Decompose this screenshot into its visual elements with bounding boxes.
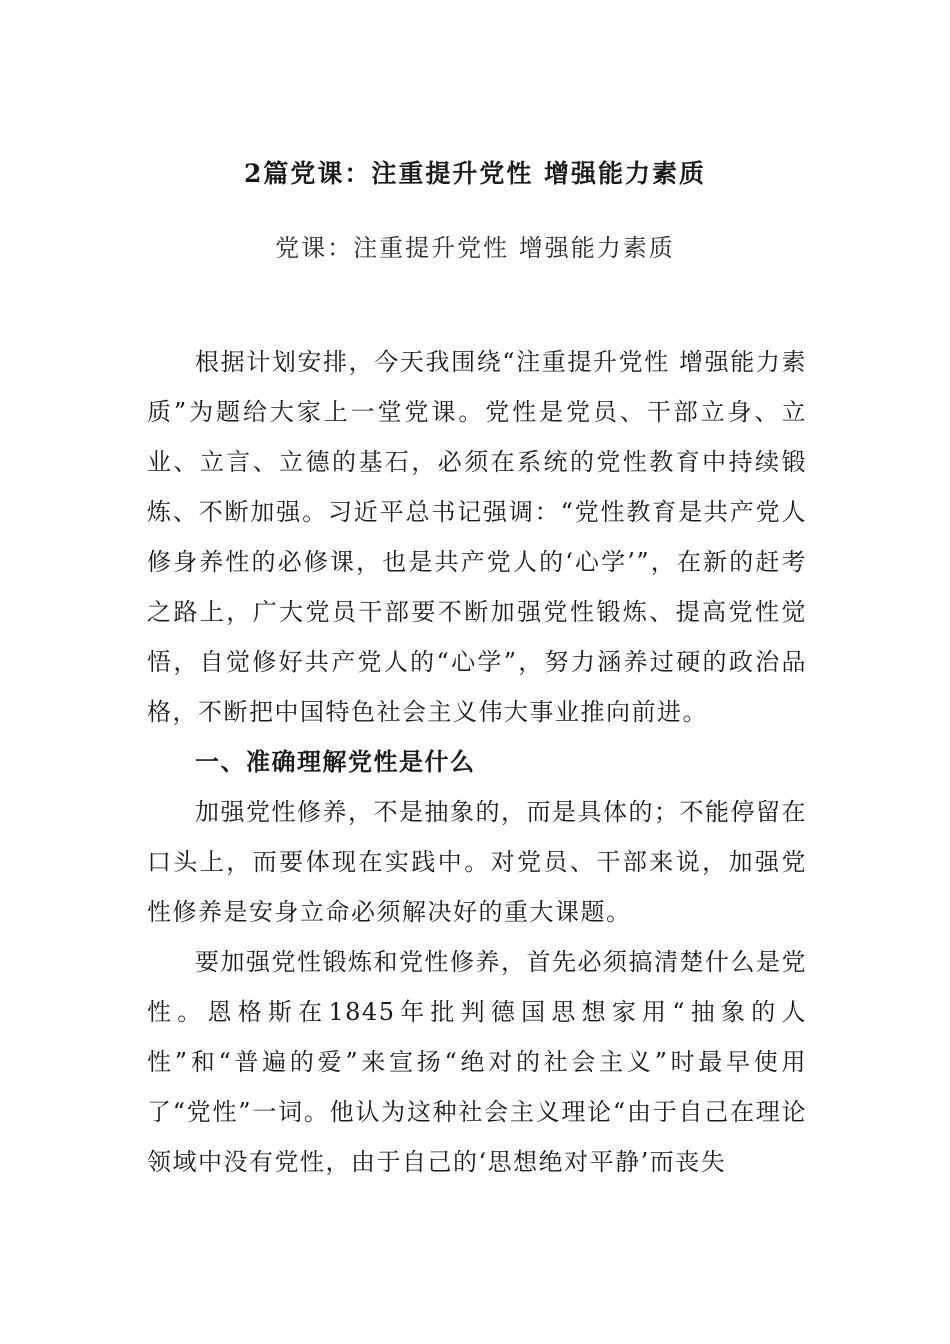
section-heading: 一、准确理解党性是什么 [195,747,476,776]
body-paragraph: 加强党性修养，不是抽象的，而是具体的；不能停留在口头上，而要体现在实践中。对党员、干部来说，加强党性修养是安身立命必须解决好的重大课题。 [147,798,807,926]
intro-paragraph-block [147,337,807,737]
body-paragraph-block [147,787,807,937]
section-heading-block [147,737,807,787]
document-title: 2篇党课：注重提升党性 增强能力素质 [243,159,707,188]
document-subtitle: 党课：注重提升党性 增强能力素质 [275,234,675,262]
body-paragraph: 要加强党性锻炼和党性修养，首先必须搞清楚什么是党性。恩格斯在1845年批判德国思想家用“抽象的人性”和“普遍的爱”来宣扬“绝对的社会主义”时最早使用了“党性”一词。他认为这种社会主义理论“由于自己在理论领域中没有党性，由于自己的‘思想绝对平静’而丧失 [147,948,807,1176]
body-paragraph-block [147,937,807,1187]
intro-paragraph: 根据计划安排，今天我围绕“注重提升党性 增强能力素质”为题给大家上一堂党课。党性是党员、干部立身、立业、立言、立德的基石，必须在系统的党性教育中持续锻炼、不断加强。习近平总书记强调：“党性教育是共产党人修身养性的必修课，也是共产党人的‘心学’”，在新的赶考之路上，广大党员干部要不断加强党性锻炼、提高党性觉悟，自觉修好共产党人的“心学”，努力涵养过硬的政治品格，不断把中国特色社会主义伟大事业推向前进。 [147,348,807,726]
